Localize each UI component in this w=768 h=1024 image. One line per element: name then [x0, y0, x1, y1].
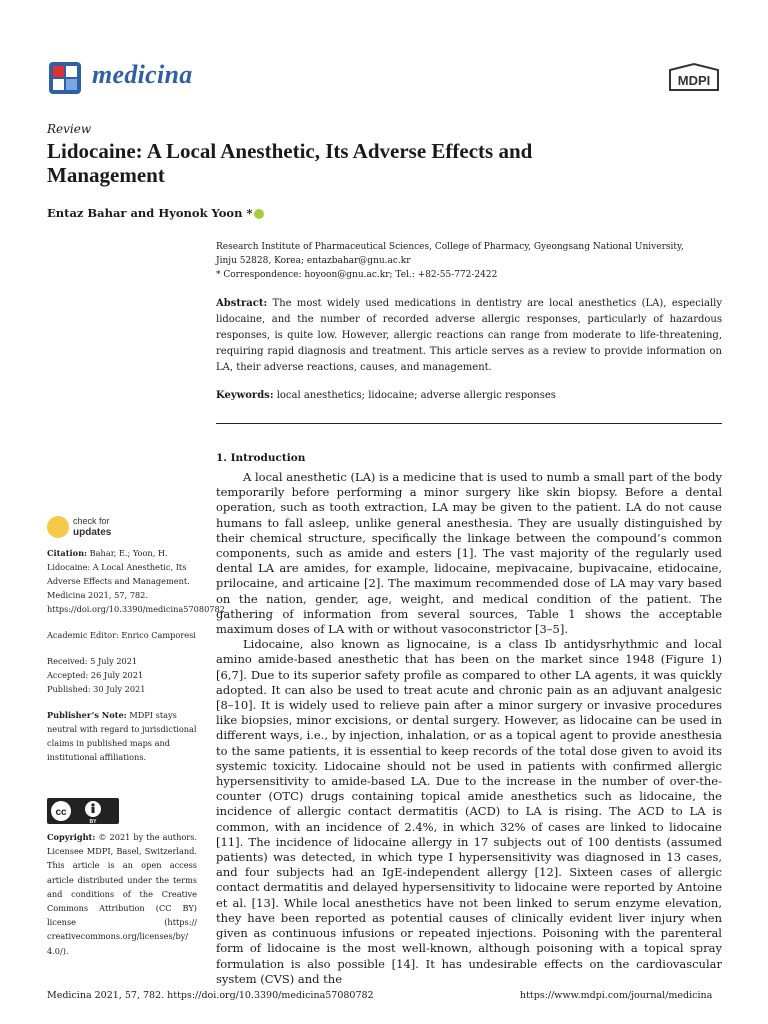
abstract-text: The most widely used medications in dentistry are local anesthetics (LA), especially lidocaine, and the number of recorded adverse allergic responses, particularly of hazardous responses, is quite low. However, allergic reactions can range from moderate to life-threatening, requiring rapid diagnosis and treatment. This article serves as a review to provide information on LA, their adverse reactions, causes, and management.	[216, 298, 723, 373]
keywords	[216, 390, 722, 401]
sidebar-info	[47, 546, 225, 776]
body-text	[216, 470, 722, 987]
article-type: Review	[47, 122, 92, 136]
authors	[47, 206, 264, 220]
section-heading: 1. Introduction	[216, 452, 306, 464]
received-date: Received: 5 July 2021	[47, 656, 138, 666]
published-date: Published: 30 July 2021	[47, 684, 146, 694]
medicina-logo-icon	[47, 60, 83, 96]
accepted-date: Accepted: 26 July 2021	[47, 670, 144, 680]
academic-editor: Academic Editor: Enrico Camporesi	[47, 630, 196, 640]
journal-name: medicina	[92, 60, 193, 89]
affiliation-line: Research Institute of Pharmaceutical Sciences, College of Pharmacy, Gyeongsang National University,	[216, 242, 684, 252]
copyright-text: © 2021 by the authors. Licensee MDPI, Basel, Switzerland. This article is an open access article distributed under the terms and conditions of the Creative Commons Attribution (CC BY) license (https:// creativecommons.org/licenses/by/ 4.0/).	[47, 832, 197, 956]
affiliations	[216, 240, 716, 282]
svg-text:cc: cc	[55, 807, 67, 818]
keywords-label: Keywords:	[216, 390, 274, 401]
copyright-label: Copyright:	[47, 832, 96, 842]
divider	[216, 423, 722, 424]
citation: Bahar, E.; Yoon, H. Lidocaine: A Local Anesthetic, Its Adverse Effects and Management. Medicina 2021, 57, 782. https://doi.org/10.3390/medicina57080782	[47, 548, 225, 614]
updates-label: updates	[73, 527, 112, 538]
abstract-label: Abstract:	[216, 298, 268, 309]
copyright	[47, 830, 197, 958]
cc-by-license-icon[interactable]	[47, 798, 119, 824]
mdpi-logo-icon	[666, 62, 722, 94]
footer-citation: Medicina 2021, 57, 782. https://doi.org/10.3390/medicina57080782	[47, 990, 374, 1001]
abstract	[216, 296, 722, 376]
publisher-note: MDPI stays neutral with regard to jurisdictional claims in published maps and institutional affiliations.	[47, 710, 197, 762]
orcid-icon[interactable]	[254, 209, 264, 219]
article-title: Lidocaine: A Local Anesthetic, Its Adverse Effects and Management	[47, 139, 533, 187]
affiliation-line: Jinju 52828, Korea; entazbahar@gnu.ac.kr	[216, 256, 411, 266]
correspondence: * Correspondence: hoyoon@gnu.ac.kr; Tel.: +82-55-772-2422	[216, 270, 498, 280]
footer-journal-link[interactable]: https://www.mdpi.com/journal/medicina	[520, 990, 713, 1001]
author-list: Entaz Bahar and Hyonok Yoon *	[47, 206, 253, 220]
check-for-updates-button[interactable]	[47, 516, 117, 540]
check-label: check for	[73, 516, 110, 526]
keywords-text: local anesthetics; lidocaine; adverse allergic responses	[276, 390, 556, 401]
cc-by-label: BY	[89, 819, 97, 824]
check-updates-icon	[47, 516, 69, 538]
citation-label: Citation:	[47, 548, 88, 558]
paragraph: Lidocaine, also known as lignocaine, is a class Ib antidysrhythmic and local amino amide-based anesthetic that has been on the market since 1948 (Figure 1) [6,7]. Due to its superior safety profile as compared to other LA agents, it was quickly adopted. It can also be used to treat acute and chronic pain as an adjuvant analgesic [8–10]. It is widely used to relieve pain after a minor surgery or invasive procedures like biopsies, minor excisions, or dental surgery. However, as lidocaine can be used in different ways, i.e., by injection, inhalation, or as a topical agent to provide anesthesia to the same patients, it is essential to keep records of the total dose given to avoid its systemic toxicity. Lidocaine should not be used in patients with confirmed allergic hypersensitivity to amide-based LA. Due to the increase in the number of over-the-counter (OTC) drugs containing topical amide anesthetics such as lidocaine, the incidence of allergic contact dermatitis (ACD) to LA is rising. The ACD to LA is common, with an incidence of 2.4%, in which 32% of cases are linked to lidocaine [11]. The incidence of lidocaine allergy in 17 subjects out of 100 dentists (assumed patients) was detected, in which type I hypersensitivity was diagnosed in 13 cases, and four subjects had an IgE-independent allergy [12]. Sixteen cases of allergic contact dermatitis and delayed hypersensitivity to lidocaine were reported by Antoine et al. [13]. While local anesthetics have not been linked to serum enzyme elevation, they have been reported as potential causes of clinically evident liver injury when given as continuous infusions or repeated injections. Poisoning with the parenteral form of lidocaine is the most well-known, although poisoning with a topical spray formulation is also possible [14]. It has undesirable effects on the cardiovascular system (CVS) and the	[216, 637, 722, 986]
publisher-name: MDPI	[677, 73, 711, 88]
publisher-note-label: Publisher’s Note:	[47, 710, 127, 720]
paragraph: A local anesthetic (LA) is a medicine that is used to numb a small part of the body temporarily before performing a minor surgery like skin biopsy. Before a dental operation, such as tooth extraction, LA may be given to the patient. LA do not cause humans to fall asleep, unlike general anesthesia. They are usually distinguished by their chemical structure, specifically the linkage between the compound’s common components, such as amide and esters [1]. The vast majority of the regularly used dental LA are amides, for example, lidocaine, mepivacaine, bupivacaine, etidocaine, prilocaine, and articaine [2]. The maximum recommended dose of LA may vary based on the nation, gender, age, weight, and medical condition of the patient. The gathering of information from several sources, Table 1 shows the acceptable maximum doses of LA with or without vasoconstrictor [3–5].	[216, 470, 722, 637]
